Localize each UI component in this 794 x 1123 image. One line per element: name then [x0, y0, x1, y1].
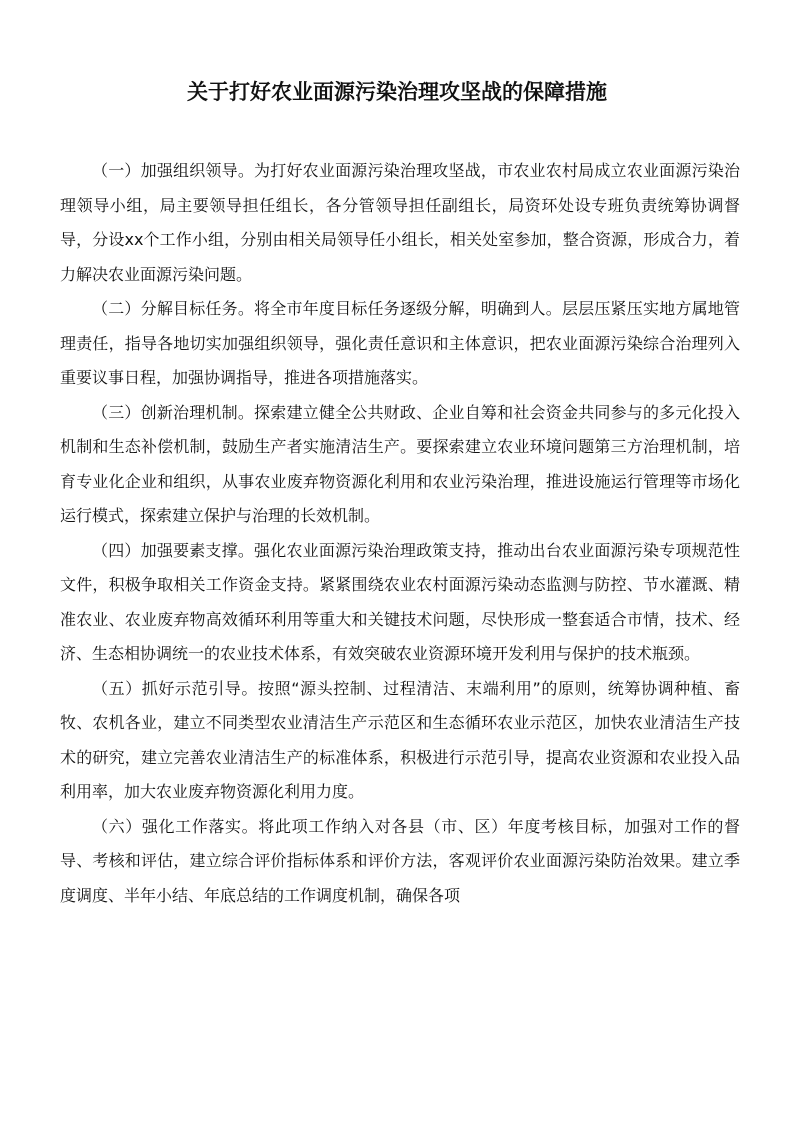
paragraph-work-implementation: （六）强化工作落实。将此项工作纳入对各县（市、区）年度考核目标，加强对工作的督导、考核和评估，建立综合评价指标体系和评价方法，客观评价农业面源污染防治效果。建立季度调度、半年小结、年底总结的工作调度机制，确保各项 [60, 816, 740, 905]
paragraph-organization-leadership: （一）加强组织领导。为打好农业面源污染治理攻坚战，市农业农村局成立农业面源污染治理领导小组，局主要领导担任组长，各分管领导担任副组长，局资环处设专班负责统筹协调督导，分设xx个工作小组，分别由相关局领导任小组长，相关处室参加，整合资源，形成合力，着力解决农业面源污染问题。 [60, 161, 740, 284]
paragraph-demonstration-guidance: （五）抓好示范引导。按照“源头控制、过程清洁、末端利用”的原则，统筹协调种植、畜牧、农机各业，建立不同类型农业清洁生产示范区和生态循环农业示范区，加快农业清洁生产技术的研究，建立完善农业清洁生产的标准体系，积极进行示范引导，提高农业资源和农业投入品利用率，加大农业废弃物资源化利用力度。 [60, 678, 740, 801]
paragraph-governance-mechanism: （三）创新治理机制。探索建立健全公共财政、企业自筹和社会资金共同参与的多元化投入机制和生态补偿机制，鼓励生产者实施清洁生产。要探索建立农业环境问题第三方治理机制，培育专业化企业和组织，从事农业废弃物资源化利用和农业污染治理，推进设施运行管理等市场化运行模式，探索建立保护与治理的长效机制。 [60, 402, 740, 525]
document-body [60, 154, 740, 913]
document-title: 关于打好农业面源污染治理攻坚战的保障措施 [187, 79, 607, 104]
paragraph-task-decomposition: （二）分解目标任务。将全市年度目标任务逐级分解，明确到人。层层压紧压实地方属地管理责任，指导各地切实加强组织领导，强化责任意识和主体意识，把农业面源污染综合治理列入重要议事日程，加强协调指导，推进各项措施落实。 [60, 299, 740, 387]
paragraph-resource-support: （四）加强要素支撑。强化农业面源污染治理政策支持，推动出台农业面源污染专项规范性文件，积极争取相关工作资金支持。紧紧围绕农业农村面源污染动态监测与防控、节水灌溉、精准农业、农业废弃物高效循环利用等重大和关键技术问题，尽快形成一整套适合市情，技术、经济、生态相协调统一的农业技术体系，有效突破农业资源环境开发利用与保护的技术瓶颈。 [60, 540, 740, 663]
